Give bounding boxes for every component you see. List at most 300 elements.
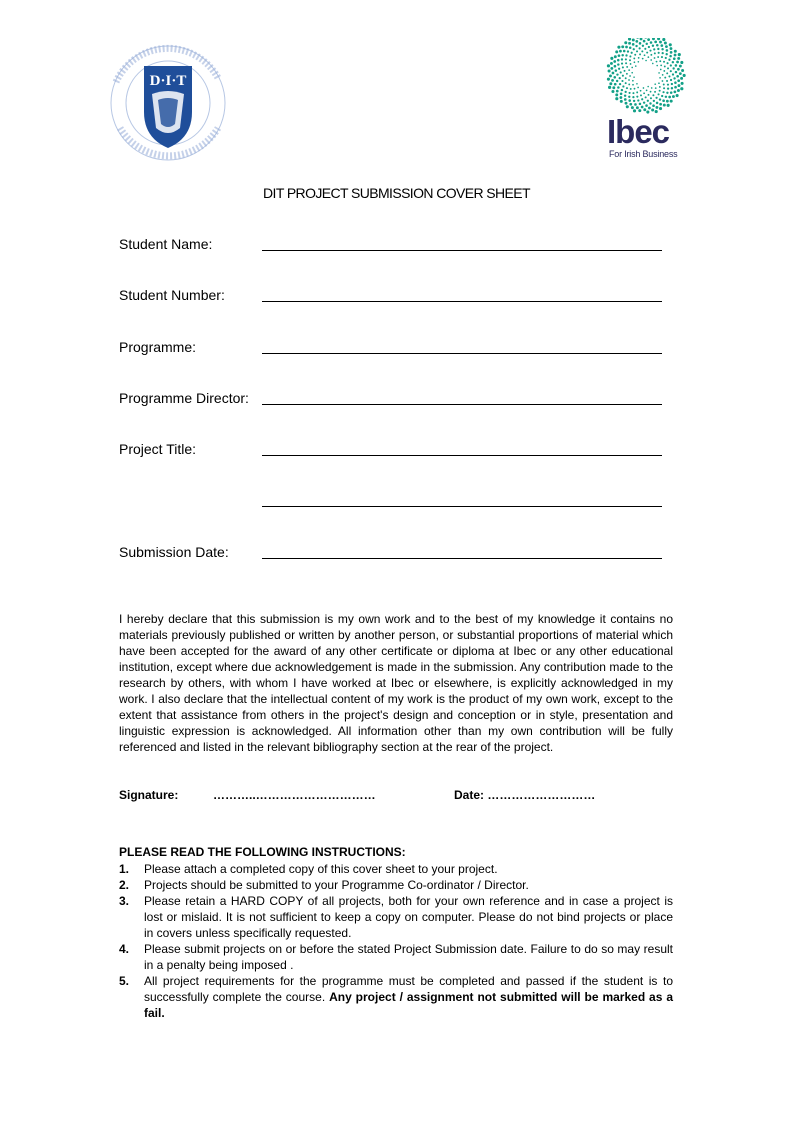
ibec-dot: [615, 97, 618, 100]
ibec-dot: [657, 56, 659, 58]
ibec-dot: [629, 92, 631, 94]
ibec-dot: [636, 50, 638, 52]
ibec-dot: [624, 98, 627, 101]
ibec-dot: [610, 67, 613, 70]
project-title-line-1: [262, 455, 662, 456]
ibec-dot: [622, 75, 624, 77]
ibec-dot: [626, 105, 629, 108]
ibec-dot: [640, 90, 642, 92]
ibec-dot: [612, 72, 615, 75]
ibec-dot: [672, 95, 675, 98]
ibec-dot: [681, 69, 684, 72]
instruction-text: Please retain a HARD COPY of all projects, both for your own reference and in case a project is lost or mislaid. It is not sufficient to keep a copy on computer. Please do not bind projects or place in covers unless specifically requested.: [144, 894, 673, 940]
ibec-dot: [666, 72, 668, 74]
ibec-dot: [665, 96, 667, 98]
ibec-dot: [675, 64, 678, 67]
ibec-dot: [652, 104, 655, 107]
ibec-dot: [642, 58, 644, 60]
ibec-dot: [680, 77, 683, 80]
ibec-dot: [656, 102, 659, 105]
ibec-dot: [644, 48, 646, 50]
ibec-dot: [625, 46, 628, 49]
ibec-dot: [643, 40, 646, 43]
ibec-dot: [636, 38, 639, 39]
ibec-dot: [633, 48, 635, 50]
ibec-dot: [629, 59, 631, 61]
ibec-dot: [644, 38, 647, 39]
ibec-dot: [636, 91, 638, 93]
ibec-dot: [670, 91, 673, 94]
ibec-dot: [667, 62, 669, 64]
ibec-dot: [632, 38, 635, 41]
ibec-dot: [631, 72, 633, 74]
ibec-dot: [617, 59, 620, 62]
ibec-dot: [652, 45, 654, 47]
instructions-list: [119, 861, 673, 1021]
ibec-dot: [659, 60, 661, 62]
programme-label: Programme:: [119, 339, 197, 355]
ibec-dot: [610, 57, 613, 60]
ibec-dot: [676, 75, 679, 78]
ibec-dot: [628, 79, 630, 81]
ibec-dot: [680, 87, 683, 90]
ibec-dot: [655, 87, 657, 89]
ibec-dot: [673, 77, 675, 79]
ibec-dot: [655, 106, 658, 109]
ibec-dot: [658, 72, 660, 74]
ibec-dot: [657, 38, 660, 40]
ibec-dot: [615, 69, 618, 72]
ibec-dot: [666, 100, 669, 103]
ibec-dot: [659, 98, 661, 100]
ibec-dot: [624, 94, 626, 96]
ibec-dot: [633, 109, 636, 112]
ibec-dot: [681, 82, 684, 85]
ibec-dot: [625, 82, 627, 84]
ibec-dot: [659, 103, 662, 106]
ibec-dot: [646, 52, 648, 54]
ibec-dot: [628, 42, 631, 45]
ibec-dot: [625, 91, 627, 93]
ibec-dot: [666, 80, 668, 82]
instruction-text-plain: All project requirements for the programme must be completed and passed if the student is to successfully complete the course.: [144, 974, 673, 1004]
ibec-dot: [642, 45, 644, 47]
ibec-dot: [632, 92, 634, 94]
instruction-item: [119, 973, 673, 1021]
ibec-dot: [638, 57, 640, 59]
ibec-dot: [650, 91, 652, 93]
ibec-dot: [674, 91, 677, 94]
ibec-dot: [626, 73, 628, 75]
ibec-dot: [622, 66, 624, 68]
student-name-label: Student Name:: [119, 236, 213, 252]
ibec-dot: [625, 102, 628, 105]
ibec-dot: [662, 99, 665, 102]
ibec-dot: [664, 66, 666, 68]
ibec-dot: [677, 79, 680, 82]
ibec-dot: [608, 86, 611, 89]
ibec-dot: [621, 54, 623, 56]
ibec-dot: [614, 55, 617, 58]
ibec-dot: [628, 38, 631, 41]
ibec-dot: [672, 67, 674, 69]
ibec-dot: [663, 70, 665, 72]
ibec-dot: [634, 103, 637, 106]
programme-director-label: Programme Director:: [119, 390, 249, 406]
ibec-dot: [622, 85, 624, 87]
ibec-dot: [650, 97, 652, 99]
ibec-dot: [619, 83, 621, 85]
ibec-dot: [672, 61, 674, 63]
ibec-dot: [607, 64, 610, 67]
ibec-dot: [615, 93, 618, 96]
ibec-dot: [621, 45, 624, 48]
ibec-dot: [669, 43, 672, 46]
ibec-dot: [678, 84, 681, 87]
ibec-dot: [660, 69, 662, 71]
ibec-dot: [676, 94, 679, 97]
ibec-dot: [634, 88, 636, 90]
ibec-dot: [620, 96, 623, 99]
ibec-dot: [629, 75, 631, 77]
ibec-dot: [625, 54, 627, 56]
ibec-dot: [656, 44, 659, 47]
ibec-dot: [648, 46, 650, 48]
ibec-dot: [615, 50, 618, 53]
ibec-dot: [666, 49, 669, 52]
ibec-dot: [650, 59, 652, 61]
ibec-dot: [634, 61, 636, 63]
ibec-dot: [676, 61, 679, 64]
ibec-dot: [633, 58, 635, 60]
ibec-dot: [661, 95, 663, 97]
ibec-dot: [669, 55, 672, 58]
ibec-dot: [609, 74, 612, 77]
student-name-line: [262, 250, 662, 251]
ibec-dot: [621, 80, 623, 82]
ibec-dot: [628, 84, 630, 86]
ibec-dot: [639, 103, 642, 106]
ibec-dot: [611, 90, 614, 93]
ibec-dot: [631, 67, 633, 69]
declaration-text: I hereby declare that this submission is my own work and to the best of my knowledge it contains no materials previously published or written by another person, or substantial proportions of material which have been accepted for the award of any other certificate or diploma at Ibec or any other educational institution, except where due acknowledgement is made in the submission. Any contribution made to the research by others, with whom I have worked at Ibec or elsewhere, is explicitly acknowledged in my work. I also declare that the intellectual content of my work is the product of my own work, except to the extent that assistance from others in the project's design and conception or in style, presentation and linguistic expression is acknowledged. All information other than my own contribution will be fully referenced and listed in the relevant bibliography section at the rear of the project.: [119, 612, 673, 754]
ibec-dot: [632, 43, 635, 46]
ibec-dot: [616, 80, 618, 82]
instruction-item: [119, 941, 673, 973]
ibec-dot: [647, 86, 649, 88]
submission-date-line: [262, 558, 662, 559]
ibec-dot: [616, 73, 618, 75]
dit-logo: [108, 42, 228, 164]
ibec-dot: [643, 101, 645, 103]
ibec-dot: [661, 56, 663, 58]
ibec-dot: [647, 100, 649, 102]
ibec-dot: [632, 80, 634, 82]
ibec-dot: [636, 96, 638, 98]
ibec-dot: [662, 80, 664, 82]
ibec-dot: [625, 77, 627, 79]
ibec-dot: [612, 86, 615, 89]
ibec-dot: [607, 78, 610, 81]
ibec-dot: [659, 107, 662, 110]
ibec-dot: [631, 106, 634, 109]
ibec-dot: [644, 54, 646, 56]
ibec-dot: [614, 65, 617, 68]
ibec-dot: [638, 109, 641, 112]
ibec-dot: [621, 89, 623, 91]
ibec-dot: [662, 52, 664, 54]
project-title-label: Project Title:: [119, 441, 197, 457]
instruction-number: 1.: [119, 862, 130, 876]
ibec-dot: [654, 52, 656, 54]
ibec-dot: [641, 106, 644, 109]
ibec-dot: [635, 65, 637, 67]
ibec-dot: [609, 82, 612, 85]
ibec-dot: [611, 79, 614, 82]
ibec-dot: [672, 73, 674, 75]
ibec-dot: [620, 71, 622, 73]
ibec-dot: [650, 41, 653, 44]
ibec-dot: [629, 103, 632, 106]
ibec-dot: [659, 41, 662, 44]
ibec-dot: [668, 59, 670, 61]
student-number-line: [262, 301, 662, 302]
ibec-dot: [629, 47, 632, 50]
ibec-dot: [632, 96, 634, 98]
ibec-dot: [673, 57, 676, 60]
ibec-dot: [661, 44, 664, 47]
instruction-text: Please attach a completed copy of this cover sheet to your project.: [144, 862, 498, 876]
ibec-dot: [639, 47, 641, 49]
ibec-dot: [608, 70, 611, 73]
ibec-dot: [652, 63, 654, 65]
ibec-dot: [638, 61, 640, 63]
ibec-dot: [652, 38, 655, 40]
ibec-dot: [610, 62, 613, 65]
ibec-dot: [640, 94, 642, 96]
ibec-dot: [666, 92, 668, 94]
ibec-dot: [663, 84, 665, 86]
ibec-dot: [641, 98, 643, 100]
ibec-dot: [656, 65, 658, 67]
ibec-dot: [659, 86, 661, 88]
ibec-dot: [677, 68, 680, 71]
ibec-dot: [617, 63, 619, 65]
ibec-dot: [646, 90, 648, 92]
signature-label: Signature:: [119, 788, 179, 802]
ibec-dot: [625, 58, 627, 60]
ibec-dot: [667, 67, 669, 69]
ibec-dot: [649, 102, 651, 104]
ibec-dot: [657, 48, 659, 50]
ibec-dot: [670, 70, 672, 72]
ibec-dot: [662, 91, 664, 93]
ibec-dot: [658, 93, 660, 95]
ibec-dot: [652, 94, 654, 96]
ibec-dot: [679, 65, 682, 68]
ibec-dot: [678, 53, 681, 56]
ibec-logo-tagline: For Irish Business: [609, 149, 678, 159]
ibec-dot: [663, 87, 665, 89]
programme-line: [262, 353, 662, 354]
ibec-dot: [619, 77, 621, 79]
ibec-dot: [635, 45, 637, 47]
instruction-number: 5.: [119, 974, 130, 988]
instruction-number: 3.: [119, 894, 130, 908]
ibec-dot: [630, 63, 632, 65]
ibec-dot: [624, 70, 626, 72]
ibec-dot: [618, 54, 621, 57]
ibec-dot: [674, 81, 677, 84]
ibec-dot: [628, 96, 630, 98]
ibec-dot: [631, 52, 633, 54]
ibec-dot: [670, 64, 672, 66]
ibec-dot: [670, 47, 673, 50]
ibec-dot: [648, 107, 651, 110]
ibec-dot: [634, 54, 636, 56]
dit-logo-text: D·I·T: [149, 73, 187, 89]
ibec-dot: [617, 86, 620, 89]
ibec-dot: [645, 96, 647, 98]
instruction-text: [144, 973, 673, 1021]
ibec-dot: [661, 48, 663, 50]
instructions-heading: PLEASE READ THE FOLLOWING INSTRUCTIONS:: [119, 845, 406, 859]
instruction-item: [119, 861, 673, 877]
ibec-dot: [621, 58, 623, 60]
ibec-dot: [677, 57, 680, 60]
ibec-dot: [633, 100, 635, 102]
ibec-dot: [667, 104, 670, 107]
ibec-dot: [663, 61, 665, 63]
ibec-dot: [654, 57, 656, 59]
ibec-dot: [633, 76, 635, 78]
ibec-dot: [629, 55, 631, 57]
ibec-dot: [620, 100, 623, 103]
ibec-dot: [656, 61, 658, 63]
ibec-dot: [674, 54, 677, 57]
ibec-dot: [651, 87, 653, 89]
ibec-dot: [671, 83, 673, 85]
ibec-dot: [649, 50, 651, 52]
ibec-dot: [641, 50, 643, 52]
ibec-dot: [659, 90, 661, 92]
ibec-dot: [664, 77, 666, 79]
ibec-dot: [668, 75, 670, 77]
instruction-text: Please submit projects on or before the stated Project Submission date. Failure to do so may result in a penalty being imposed .: [144, 942, 673, 972]
ibec-dot: [658, 82, 660, 84]
ibec-dot: [665, 45, 668, 48]
ibec-dot: [637, 99, 639, 101]
ibec-dot: [626, 66, 628, 68]
instruction-item: [119, 893, 673, 941]
ibec-dot: [647, 38, 650, 41]
ibec-dot: [620, 92, 623, 95]
ibec-dot: [635, 40, 638, 43]
ibec-dot: [663, 104, 666, 107]
ibec-dot: [619, 50, 622, 53]
ibec-dot: [639, 42, 642, 45]
ibec-dot: [667, 88, 669, 90]
ibec-dot: [653, 100, 655, 102]
ibec-dot: [618, 68, 620, 70]
ibec-dot: [665, 57, 667, 59]
ibec-dot: [645, 104, 648, 107]
ibec-dot: [653, 48, 655, 50]
submission-date-label: Submission Date:: [119, 544, 229, 560]
ibec-dot: [675, 71, 677, 73]
ibec-dot: [654, 83, 656, 85]
ibec-dot: [624, 41, 627, 44]
ibec-dot: [658, 52, 660, 54]
ibec-dot: [626, 87, 628, 89]
programme-director-line: [262, 404, 662, 405]
ibec-dot: [666, 53, 668, 55]
ibec-dot: [643, 87, 645, 89]
ibec-dot: [646, 43, 648, 45]
ibec-dot: [647, 56, 649, 58]
page-title: DIT PROJECT SUBMISSION COVER SHEET: [263, 185, 530, 201]
ibec-dot: [616, 90, 619, 93]
ibec-dot: [670, 100, 673, 103]
ibec-dot: [617, 46, 620, 49]
ibec-dot: [670, 51, 673, 54]
ibec-dot: [636, 106, 639, 109]
ibec-dot: [679, 72, 682, 75]
ibec-dot: [613, 76, 616, 79]
instruction-number: 4.: [119, 942, 130, 956]
ibec-dot: [654, 91, 656, 93]
date-label: Date: ………………………: [454, 788, 596, 802]
ibec-dot: [660, 65, 662, 67]
instruction-text-bold: Any project / assignment not submitted will be marked as a fail.: [144, 990, 673, 1020]
ibec-dot: [683, 74, 686, 77]
ibec-dot: [680, 61, 683, 64]
ibec-dot: [643, 92, 645, 94]
ibec-dot: [640, 38, 643, 40]
signature-dots: ………..…………………………: [213, 788, 376, 802]
ibec-dot: [628, 99, 631, 102]
ibec-dot: [632, 84, 634, 86]
ibec-dot: [659, 77, 661, 79]
ibec-dot: [614, 83, 617, 86]
ibec-dot: [674, 86, 677, 89]
student-number-label: Student Number:: [119, 287, 225, 303]
ibec-dot: [637, 87, 639, 89]
ibec-dot: [655, 97, 657, 99]
ibec-dot: [670, 79, 672, 81]
ibec-dot: [650, 54, 652, 56]
ibec-dot: [677, 89, 680, 92]
ibec-dot: [623, 50, 626, 53]
ibec-dot: [621, 62, 623, 64]
ibec-dot: [654, 41, 657, 44]
ibec-dot: [645, 60, 647, 62]
ibec-dot: [668, 96, 671, 99]
ibec-dot: [639, 53, 641, 55]
ibec-dot: [662, 74, 664, 76]
ibec-dot: [674, 50, 677, 53]
project-title-line-2: [262, 506, 662, 507]
ibec-dot: [667, 84, 669, 86]
ibec-dot: [664, 42, 667, 45]
instruction-item: [119, 877, 673, 893]
ibec-dot: [651, 109, 654, 112]
instruction-text: Projects should be submitted to your Programme Co-ordinator / Director.: [144, 878, 529, 892]
ibec-dot: [625, 62, 627, 64]
instruction-number: 2.: [119, 878, 130, 892]
ibec-dot: [671, 87, 673, 89]
ibec-dot: [628, 69, 630, 71]
